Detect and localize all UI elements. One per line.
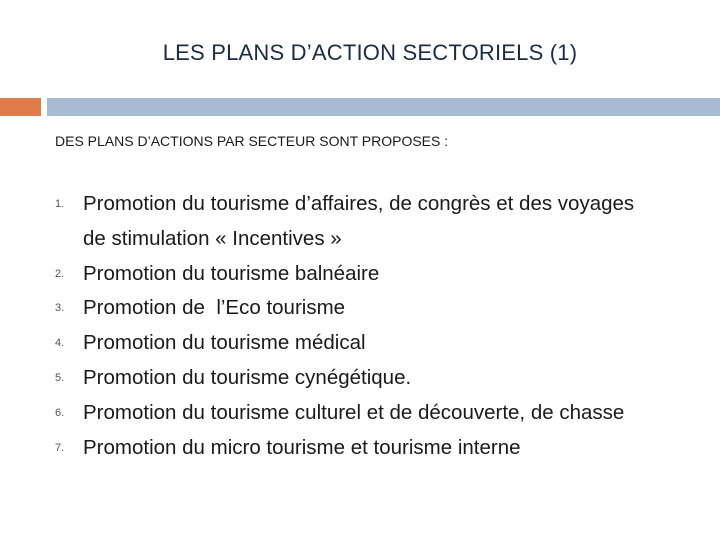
list-item bbox=[50, 361, 650, 396]
list-item-text: Promotion du micro tourisme et tourisme interne bbox=[83, 435, 521, 459]
list-item bbox=[50, 431, 650, 466]
list-item bbox=[50, 291, 650, 326]
list-item-text: Promotion du tourisme balnéaire bbox=[83, 261, 380, 285]
list-item-number: 6. bbox=[55, 406, 65, 419]
list-item-text: Promotion du tourisme médical bbox=[83, 331, 366, 355]
list-item-number: 4. bbox=[55, 337, 65, 350]
list-item-text: Promotion de l’Eco tourisme bbox=[83, 296, 346, 320]
list-item-number: 2. bbox=[55, 267, 65, 280]
sector-list bbox=[50, 187, 650, 465]
slide-subtitle: DES PLANS D’ACTIONS PAR SECTEUR SONT PROPOSES : bbox=[55, 133, 449, 149]
list-item-text: Promotion du tourisme cynégétique. bbox=[83, 365, 412, 389]
list-item-number: 5. bbox=[55, 371, 65, 384]
accent-bar-orange bbox=[0, 98, 41, 116]
list-item-text: Promotion du tourisme d’affaires, de congrès et des voyages de stimulation « Incentives » bbox=[83, 192, 635, 250]
list-item bbox=[50, 257, 650, 292]
list-item-number: 1. bbox=[55, 198, 65, 210]
list-item-number: 7. bbox=[55, 441, 65, 454]
slide-title: LES PLANS D’ACTION SECTORIELS (1) bbox=[162, 40, 578, 65]
list-item-text: Promotion du tourisme culturel et de découverte, de chasse bbox=[83, 400, 625, 424]
accent-bar-blue bbox=[47, 98, 720, 116]
list-item bbox=[50, 326, 650, 361]
list-item bbox=[50, 396, 650, 431]
list-item-number: 3. bbox=[55, 302, 65, 315]
list-item bbox=[50, 187, 650, 257]
